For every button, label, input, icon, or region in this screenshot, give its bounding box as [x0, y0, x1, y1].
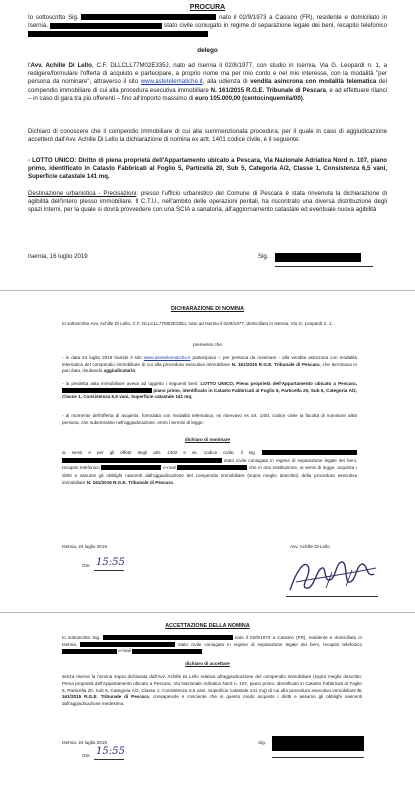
accettazione-ore-label: Ore [82, 753, 90, 758]
nomina-b1-a: - in data 24 luglio 2019 tramite il sito [62, 355, 142, 360]
redacted-address-nomina [62, 388, 152, 393]
nomina-dichiaro: dichiaro di nominare [184, 437, 231, 442]
procura-delega-bold1: vendita asincrona con modalità telematica [250, 78, 377, 86]
accettazione-paragraph [62, 674, 362, 708]
acc-p2-b: , consapevole e cosciente che in questo modo acquisto i diritti e assumo gli obblighi nascenti dall'aggiudicazione medesima. [62, 694, 362, 707]
nomina-ore-handwritten: 15:55 [96, 557, 125, 568]
nomina-b2-bold: LOTTO UNICO, Piena proprietà dell'Appartamento ubicato a Pescara, [200, 381, 357, 386]
accettazione-intro [62, 635, 362, 655]
procura-intro-c: stato civile coniugato in regime di separazione legale dei beni, recapito telefonico [164, 22, 387, 30]
acc-p2: senza riserve la nomina sopra dichiarata dall'Avv. Achille Di Lello relativa all'aggiudicazione del compendio immobiliare (sopra meglio descritto: Piena proprietà dell'Appartamento ubicato a Pescara, Via Nazionale Adriatica Nord n. 107, piano primo, identificato in Catasto Fabbricati al Foglio 5, Particella 20, Sub 5, Categoria A/2, Classe 1, Consistenza 6,5 vani, Superficie catastale 141 mq) di cui alla procedura esecutiva immobiliare [62, 674, 362, 693]
redacted-nominee-address [62, 458, 222, 463]
procura-intro-a: Io sottoscritto Sig. [28, 14, 79, 21]
nomina-b1-c: , che terminava in pari data, risultando [62, 361, 357, 374]
nomina-b2-bold2: piano primo, identificato in Catasto Fabbricati al Foglio 5, Particella 20, Sub 5, Categoria A/2, Classe 1, Consistenza 6,5 vani, Superficie catastale 141 mq [62, 387, 358, 400]
nomina-designation-paragraph [62, 449, 357, 487]
redacted-nominee-phone [101, 465, 161, 470]
accettazione-title: ACCETTAZIONE DELLA NOMINA [165, 623, 250, 629]
procura-lotto-paragraph: - LOTTO UNICO: Diritto di piena proprietà dell'Appartamento ubicato a Pescara, Via Nazionale Adriatica Nord n. 107, piano primo, identificato in Catasto Fabbricati al Foglio 5, Particella 20, Sub 5, Categoria A/2, Classe 1, Consistenza 6,5 vani, Superficie catastale 141 mq. [28, 157, 387, 181]
accettazione-dichiaro: dichiaro di accettare [185, 661, 230, 666]
procura-delega-e: , e ad effettuare rilanci – in caso di gara tra più offerenti – fino all'importo massimo di [28, 86, 387, 102]
procura-sig-label: Sig. [258, 253, 269, 260]
nomina-bullet-3: - al momento dell'offerta di acquisto, formulata con modalità telematica, mi riservavo ex art. 1401 codice civile la facoltà di nominare altra persona, che subentrasse nell'aggiudicazione, entro i termini di legge; [62, 413, 357, 425]
nomina-ore-label: Ore [82, 563, 90, 568]
procura-title: PROCURA [189, 4, 226, 11]
procura-delega-paragraph [28, 62, 387, 103]
nomina-p2-e: . [172, 480, 175, 486]
astetelematiche-link[interactable]: www.astetelematiche.it [140, 78, 203, 86]
nomina-p2-b: stato civile coniugato in regime di separazione legale dei beni, recapito telefonico [62, 457, 358, 471]
redacted-acceptor-email [132, 649, 202, 654]
redacted-acceptor-phone [62, 649, 117, 654]
procura-date: Isernia, 16 luglio 2019 [28, 253, 88, 260]
procura-intro-b: nato il 02/9/1973 a Cassino (FR), residente e domiciliato in Isernia, [28, 14, 388, 30]
accettazione-date: Isernia, 24 luglio 2019 [62, 740, 107, 745]
redacted-acceptor-address [80, 642, 175, 647]
nomina-b1-bold: N. 161/2015 R.G.E. Tribunale di Pescara [231, 361, 320, 367]
nomina-p2-c: e-mail [163, 465, 176, 471]
nomina-ore-line [94, 570, 124, 571]
nomina-astetelematiche-link[interactable]: www.astetelematiche.it [143, 355, 191, 360]
redacted-acceptor [103, 635, 233, 640]
procura-delega-c: , alla udienza di [202, 78, 248, 86]
nomina-bullet-1 [62, 355, 357, 375]
nomina-signature-line [286, 596, 378, 597]
redacted-phone [28, 31, 208, 37]
procura-delega-d: del compendio immobiliare di cui alla procedura esecutiva immobiliare [28, 78, 387, 94]
procura-urbanistica-text: : presso l'ufficio urbanistico del Comune di Pescara è stata rinvenuta la dichiarazione di agibilità dell'intero plesso immobiliare. Il C.T.U., nell'ambito delle operazioni peritali, ha riscontrato una diversa distribuzione degli spazi interni, per la quale si dovrà provvedere con una SCIA a sanatoria, all'aggiornamento catastale ed eventuale nuova agibilità [28, 190, 387, 214]
nomina-p2-bold: N. 161/2015 R.G.E. Tribunale di Pescara [86, 480, 173, 486]
redacted-address [50, 23, 162, 29]
procura-delega-a: l' [28, 62, 31, 69]
nomina-b1-bold2: aggiudicatario [103, 368, 136, 374]
accettazione-sig-label: Sig. [258, 740, 266, 745]
procura-delego: delego [197, 47, 218, 54]
procura-delega-bold2: N. 161/2015 R.G.E. Tribunale di Pescara [210, 86, 326, 94]
procura-delega-b: , C.F. DLLCLL77M02E335J, nato ad Isernia il 02/8/1977, con studio in Isernia, Via G. Leopardi n. 1, a redigere/formulare l'offerta di acquisto e partecipare, a proprio nome ma per mio conto e nel mio interesse, con la modalità "per persona da nominare", attraverso il sito [28, 62, 388, 86]
procura-dichiaro-paragraph: Dichiaro di conoscere che il compendio immobiliare di cui alla summenzionata procedura, per il quale in caso di aggiudicazione accetterò dall'Avv. Achille Di Lello la dichiarazione di nomina ex artt. 1401 codice civile, è il seguente: [28, 128, 387, 144]
acc-p1-d: e-mail [118, 648, 131, 654]
acc-p1-a: Io sottoscritto Sig. [62, 635, 101, 640]
nomina-b1-b: partecipavo – per persona da nominare - alla vendita asincrona con modalità telematica del compendio immobiliare di cui alla procedura esecutiva immobiliare [62, 355, 357, 367]
procura-intro [28, 14, 387, 39]
page-divider-2 [0, 612, 415, 613]
nomina-date: Isernia, 24 luglio 2019 [62, 544, 107, 549]
acc-p2-bold: N. 161/2015 R.G.E. Tribunale di Pescara [62, 687, 362, 700]
accettazione-signature-line [272, 757, 364, 758]
procura-urbanistica-heading: Destinazione urbanistica - Precisazioni [28, 190, 137, 197]
nomina-b1-d: ; [135, 368, 137, 374]
nomina-b2-a: - la predetta asta immobiliare aveva ad oggetto i seguenti beni: [62, 381, 199, 386]
nomina-bullet-2 [62, 381, 357, 401]
nomina-b2-c: ; [191, 394, 193, 400]
nomina-title: DICHIARAZIONE DI NOMINA [170, 306, 245, 312]
page-divider [0, 290, 415, 291]
nomina-p2-d: che in mia sostituzione, ai sensi di legge, acquista i diritti e assume gli obblighi nascenti dall'aggiudicazione del compendio immobiliare (sopra meglio descritto) della procedura esecutiva immobiliare [62, 465, 357, 486]
redacted-nominee [262, 450, 357, 455]
nomina-signer: Avv. Achille Di Lello [290, 544, 330, 549]
nomina-intro: Io sottoscritto Avv. Achille Di Lello, C.F. DLLCLL77M02E335J, nato ad Isernia il 02/8/1977, domiciliato in Isernia, Via G. Leopardi n. 1, [62, 321, 333, 326]
redacted-acceptor-signature [272, 736, 364, 751]
procura-delega-f: . [302, 94, 305, 102]
redacted-signature [275, 253, 361, 262]
acc-p1-c: stato civile coniugato in regime di separazione legale dei beni, recapito telefonico [178, 641, 363, 647]
redacted-nominee-email [177, 465, 247, 470]
procura-urbanistica-paragraph [28, 190, 387, 215]
redacted-name [81, 14, 216, 20]
nomina-premesso: premesso che [193, 342, 222, 347]
accettazione-ore-line [94, 759, 124, 760]
nomina-handwritten-signature [286, 552, 382, 596]
accettazione-ore-handwritten: 15:55 [96, 746, 125, 757]
acc-p1-b: nato il 02/9/1973 a Cassino (FR), residente e domiciliato in Isernia, [62, 635, 363, 647]
procura-delegate-name: Avv. Achille Di Lello [30, 62, 92, 69]
procura-delega-bold3: euro 105.000,00 (centocinquemila/00) [195, 94, 303, 102]
procura-signature-line [275, 266, 373, 267]
nomina-p2-a: ai sensi e per gli effetti degli artt. 1402 e ss. codice civile, il sig. [62, 450, 256, 455]
